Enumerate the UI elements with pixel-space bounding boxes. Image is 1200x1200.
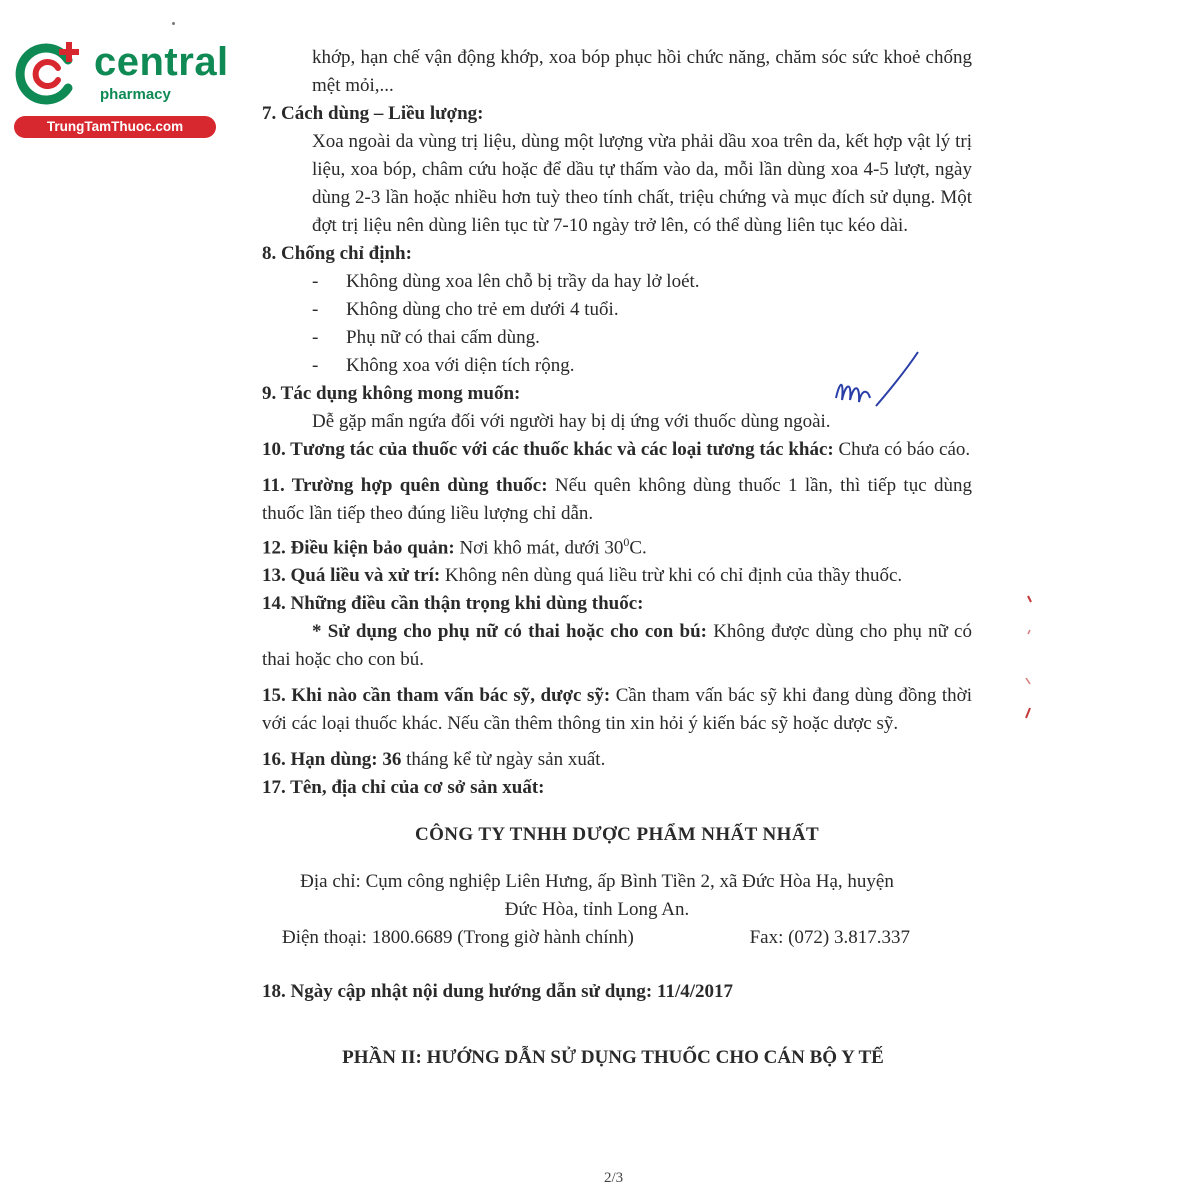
address-line-2: Đức Hòa, tỉnh Long An. [504, 899, 690, 921]
section-16: 16. Hạn dùng: 36 tháng kể từ ngày sản xuất. [262, 749, 606, 771]
section-11: 11. Trường hợp quên dùng thuốc: Nếu quên không dùng thuốc 1 lần, thì tiếp tục dùng thuốc lần tiếp theo đúng liều lượng chỉ dẫn. [262, 475, 972, 524]
section-18: 18. Ngày cập nhật nội dung hướng dẫn sử dụng: 11/4/2017 [262, 981, 734, 1003]
list-item: - Không dùng cho trẻ em dưới 4 tuổi. [312, 299, 619, 320]
intro-text: khớp, hạn chế vận động khớp, xoa bóp phục hồi chức năng, chăm sóc sức khoẻ chống mệt mỏi,... [312, 47, 972, 96]
page-number: 2/3 [604, 1170, 624, 1186]
list-item: - Không dùng xoa lên chỗ bị trầy da hay lở loét. [312, 271, 700, 292]
margin-marks [1014, 590, 1044, 730]
brand-url[interactable]: TrungTamThuoc.com [14, 116, 216, 138]
scan-speck [172, 22, 175, 25]
phone-text: Điện thoại: 1800.6689 (Trong giờ hành chính) [282, 927, 634, 949]
section-14-title: 14. Những điều cần thận trọng khi dùng thuốc: [262, 593, 644, 615]
section-14-body: * Sử dụng cho phụ nữ có thai hoặc cho con bú: Không được dùng cho phụ nữ có thai hoặc cho con bú. [262, 621, 972, 671]
section-13: 13. Quá liều và xử trí: Không nên dùng quá liều trừ khi có chỉ định của thầy thuốc. [262, 565, 903, 587]
section-9-title: 9. Tác dụng không mong muốn: [262, 383, 521, 404]
section-7-title: 7. Cách dùng – Liều lượng: [262, 103, 484, 124]
company-name: CÔNG TY TNHH DƯỢC PHẨM NHẤT NHẤT [414, 824, 820, 846]
section-15: 15. Khi nào cần tham vấn bác sỹ, dược sỹ: Cần tham vấn bác sỹ khi đang dùng đồng thời với các loại thuốc khác. Nếu cần thêm thông tin xin hỏi ý kiến bác sỹ hoặc dược sỹ. [262, 685, 972, 735]
section-8-title: 8. Chống chỉ định: [262, 243, 412, 264]
leaflet-text [262, 44, 972, 1072]
address-line-1: Địa chỉ: Cụm công nghiệp Liên Hưng, ấp Bình Tiền 2, xã Đức Hòa Hạ, huyện [300, 871, 894, 893]
brand-name: central [94, 40, 229, 84]
section-17-title: 17. Tên, địa chỉ của cơ sở sản xuất: [262, 777, 545, 799]
section-9-body: Dễ gặp mẩn ngứa đối với người hay bị dị ứng với thuốc dùng ngoài. [312, 411, 831, 432]
section-10: 10. Tương tác của thuốc với các thuốc khác và các loại tương tác khác: Chưa có báo cáo. [262, 439, 971, 460]
section-12: 12. Điều kiện bảo quản: Nơi khô mát, dưới $30^0C$. [262, 535, 647, 559]
contact-line [262, 924, 972, 952]
fax-text: Fax: (072) 3.817.337 [749, 927, 910, 949]
part-2-heading: PHẦN II: HƯỚNG DẪN SỬ DỤNG THUỐC CHO CÁN BỘ Y TẾ [342, 1047, 884, 1069]
pharmacy-cross-icon [10, 38, 92, 108]
central-pharmacy-logo[interactable] [8, 34, 229, 144]
signature [826, 340, 926, 420]
brand-subtitle: pharmacy [100, 86, 171, 103]
list-item: - Phụ nữ có thai cấm dùng. [312, 327, 540, 348]
list-item: - Không xoa với diện tích rộng. [312, 355, 575, 376]
section-7-body: Xoa ngoài da vùng trị liệu, dùng một lượng vừa phải dầu xoa trên da, kết hợp vật lý trị liệu, xoa bóp, châm cứu hoặc để dầu tự thấm vào da, mỗi lần dùng xoa 4-5 lượt, ngày dùng 2-3 lần hoặc nhiều hơn tuỳ theo tính chất, triệu chứng và mục đích sử dụng. Một đợt trị liệu nên dùng liên tục từ 7-10 ngày trở lên, có thể dùng liên tục kéo dài. [312, 131, 972, 236]
